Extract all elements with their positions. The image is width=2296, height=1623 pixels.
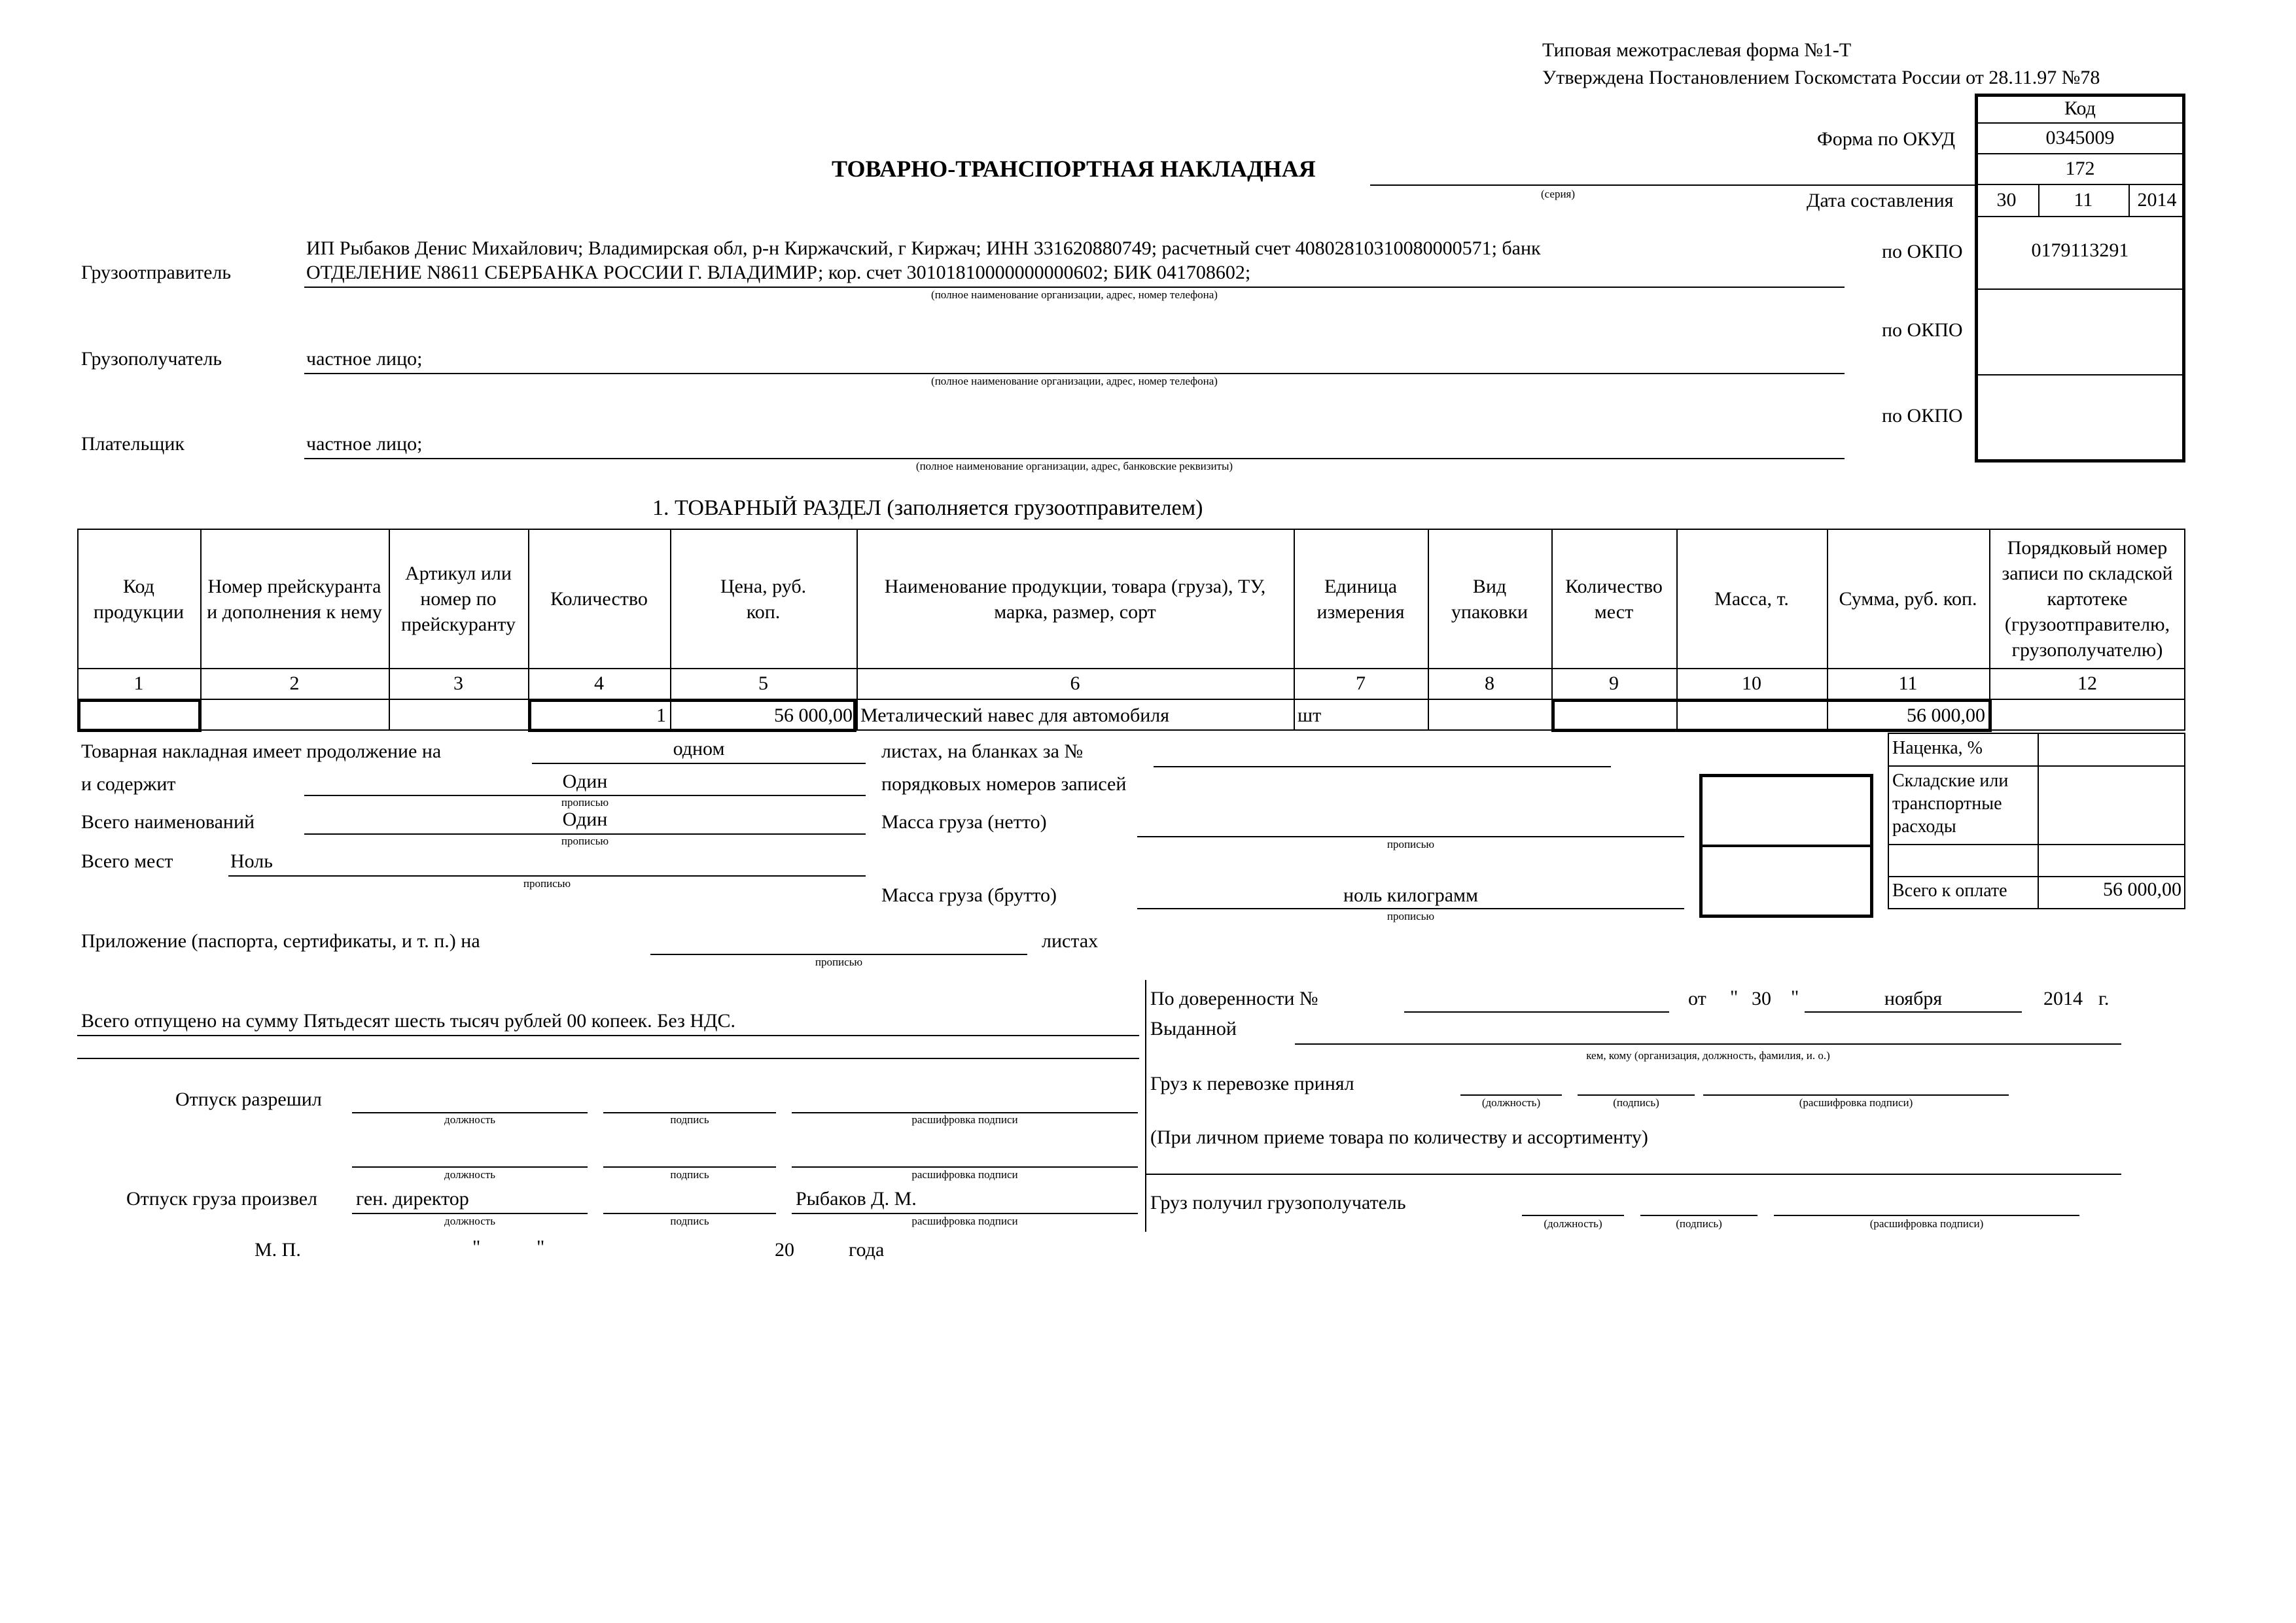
- receiver-line: [304, 373, 1845, 374]
- codes-divider: [1975, 374, 2185, 375]
- okud-value: 0345009: [2045, 127, 2115, 148]
- row-unit: шт: [1298, 705, 1322, 726]
- received-signature-caption: (подпись): [1676, 1217, 1722, 1230]
- gross-mass-value: ноль килограмм: [1343, 884, 1478, 906]
- proxy-month-line: [1805, 1011, 2022, 1013]
- column-number: 11: [1898, 672, 1918, 694]
- received-position-caption: (должность): [1544, 1217, 1602, 1230]
- okpo-sender-label: по ОКПО: [1882, 241, 1963, 262]
- total-names-value: Один: [562, 809, 608, 830]
- column-number: 8: [1485, 672, 1494, 694]
- year-prefix: 20: [775, 1239, 794, 1261]
- proxy-year: 2014: [2043, 988, 2083, 1009]
- payer-caption: (полное наименование организации, адрес, банковские реквизиты): [915, 460, 1233, 472]
- sender-line-2: ОТДЕЛЕНИЕ N8611 СБЕРБАНКА РОССИИ Г. ВЛАДИМИР; кор. счет 30101810000000000602; БИК 041708602;: [306, 262, 1251, 283]
- decode-caption: расшифровка подписи: [911, 1215, 1018, 1227]
- received-label: Груз получил грузополучатель: [1150, 1192, 1406, 1213]
- gross-mass-line: [1137, 908, 1684, 909]
- header-pricelist: Номер прейскуранта и дополнения к нему: [207, 575, 382, 623]
- date-label: Дата составления: [1807, 190, 1954, 211]
- received-signature-line: [1640, 1215, 1757, 1216]
- date-day: 30: [1996, 189, 2017, 211]
- contains-value: Один: [562, 771, 608, 792]
- total-names-caption: прописью: [561, 835, 609, 847]
- column-number: 6: [1070, 672, 1080, 694]
- received-decode-caption: (расшифровка подписи): [1869, 1217, 1984, 1230]
- chief-accountant-decode-line: [792, 1166, 1138, 1168]
- gross-mass-caption: прописью: [1386, 910, 1435, 922]
- attachment-label: Приложение (паспорта, сертификаты, и т. п.) на: [81, 930, 480, 952]
- received-decode-line: [1774, 1215, 2079, 1216]
- received-position-line: [1522, 1215, 1624, 1216]
- position-caption: должность: [444, 1113, 495, 1126]
- date-quote-open: ": [472, 1236, 481, 1258]
- column-number: 2: [289, 672, 300, 694]
- okpo-payer-value: [1975, 399, 2185, 428]
- row-record-number: [1989, 700, 2185, 731]
- issued-caption: кем, кому (организация, должность, фамилия, и. о.): [1586, 1049, 1830, 1062]
- decode-caption: расшифровка подписи: [911, 1113, 1018, 1126]
- accepted-position-caption: (должность): [1481, 1096, 1541, 1109]
- personal-receipt-note: (При личном приеме товара по количеству и ассортименту): [1150, 1126, 1648, 1148]
- issued-label: Выданной: [1150, 1018, 1237, 1039]
- accepted-position-line: [1460, 1094, 1562, 1096]
- payer-line: [304, 458, 1845, 459]
- header-mass: Масса, т.: [1714, 588, 1789, 610]
- header-quantity: Количество: [550, 588, 648, 610]
- row-places: [1551, 700, 1676, 731]
- payer-value: частное лицо;: [306, 433, 423, 455]
- total-released: Всего отпущено на сумму Пятьдесят шесть тысяч рублей 00 копеек. Без НДС.: [81, 1010, 735, 1032]
- continuation-line: [532, 763, 866, 764]
- total-places-line: [228, 875, 866, 877]
- date-quote-close: ": [537, 1236, 545, 1258]
- proxy-from-label: от: [1688, 988, 1706, 1009]
- personal-receipt-line: [1146, 1174, 2121, 1175]
- row-pricelist: [200, 700, 389, 731]
- contains-label: и содержит: [81, 773, 176, 795]
- header-article: Артикул или номер по прейскуранту: [401, 563, 516, 635]
- accepted-decode-line: [1703, 1094, 2009, 1096]
- header-price: Цена, руб. коп.: [720, 575, 807, 623]
- total-names-label: Всего наименований: [81, 811, 255, 833]
- kod-label: Код: [2064, 97, 2096, 119]
- accepted-signature-caption: (подпись): [1613, 1096, 1659, 1109]
- stamp-box-divider: [1699, 845, 1873, 847]
- row-price: 56 000,00: [774, 705, 853, 726]
- release-produced-label: Отпуск груза произвел: [126, 1188, 318, 1210]
- column-number: 1: [133, 672, 144, 694]
- total-released-line: [77, 1035, 1139, 1036]
- proxy-year-suffix: г.: [2098, 988, 2110, 1009]
- header-product-name: Наименование продукции, товара (груза), ТУ, марка, размер, сорт: [884, 575, 1266, 623]
- column-number: 10: [1742, 672, 1761, 694]
- column-number: 12: [2077, 672, 2097, 694]
- accepted-decode-caption: (расшифровка подписи): [1799, 1096, 1913, 1109]
- proxy-quote-open: ": [1730, 986, 1739, 1008]
- markup-label: Наценка, %: [1892, 738, 1983, 758]
- produced-signature-line: [603, 1213, 776, 1214]
- section-divider: [1145, 980, 1146, 1232]
- producer-name: Рыбаков Д. М.: [796, 1188, 917, 1210]
- sender-label: Грузоотправитель: [81, 262, 232, 283]
- net-mass-caption: прописью: [1386, 838, 1435, 850]
- gross-mass-label: Масса груза (брутто): [881, 884, 1057, 906]
- signature-caption: подпись: [670, 1215, 709, 1227]
- section-title: 1. ТОВАРНЫЙ РАЗДЕЛ (заполняется грузоотправителем): [652, 496, 1203, 520]
- proxy-number-line: [1404, 1011, 1669, 1013]
- sender-line-1: ИП Рыбаков Денис Михайлович; Владимирская обл, р-н Киржачский, г Киржач; ИНН 331620880749; расчетный счет 40802810310080000571; банк: [306, 237, 1541, 259]
- producer-position: ген. директор: [356, 1188, 469, 1210]
- codes-divider: [1975, 216, 2185, 217]
- attachment-line: [650, 954, 1027, 955]
- total-to-pay-value: 56 000,00: [2103, 879, 2181, 900]
- fees-divider: [1888, 844, 2185, 845]
- row-article: [389, 700, 528, 731]
- header-unit: Единица измерения: [1316, 575, 1405, 623]
- row-code: [77, 700, 200, 731]
- okpo-receiver-label: по ОКПО: [1882, 319, 1963, 341]
- accepted-label: Груз к перевозке принял: [1150, 1073, 1354, 1094]
- contains-caption: прописью: [561, 796, 609, 809]
- position-caption: должность: [444, 1168, 495, 1181]
- payer-label: Плательщик: [81, 433, 185, 455]
- attachment-caption: прописью: [815, 956, 863, 968]
- sender-caption: (полное наименование организации, адрес, номер телефона): [931, 288, 1218, 301]
- fees-divider: [1888, 876, 2185, 877]
- header-record-number: Порядковый номер записи по складской картотеке (грузоотправителю, грузополучателю): [2002, 537, 2173, 661]
- header-places: Количество мест: [1565, 575, 1663, 623]
- header-packing: Вид упаковки: [1451, 575, 1528, 623]
- okpo-sender-value: 0179113291: [2031, 239, 2129, 261]
- row-quantity: 1: [656, 705, 666, 726]
- net-mass-label: Масса груза (нетто): [881, 811, 1047, 833]
- okpo-receiver-value: [1975, 314, 2185, 343]
- chief-accountant-position-line: [352, 1166, 588, 1168]
- signature-caption: подпись: [670, 1168, 709, 1181]
- fees-divider: [1888, 765, 2185, 767]
- total-released-line-2: [77, 1058, 1139, 1059]
- continuation-value: одном: [673, 738, 725, 759]
- blank-number-line: [1154, 766, 1611, 767]
- date-year: 2014: [2137, 189, 2177, 211]
- form-approval: Утверждена Постановлением Госкомстата России от 28.11.97 №78: [1542, 67, 2100, 88]
- column-number: 3: [453, 672, 463, 694]
- total-places-value: Ноль: [230, 850, 273, 872]
- row-packing: [1428, 700, 1551, 731]
- issued-line: [1295, 1043, 2121, 1045]
- row-product-name: Металический навес для автомобиля: [860, 705, 1170, 726]
- okud-label: Форма по ОКУД: [1817, 128, 1956, 150]
- column-number: 7: [1356, 672, 1366, 694]
- continuation-label: Товарная накладная имеет продолжение на: [81, 741, 442, 762]
- series-caption: (серия): [1541, 188, 1576, 200]
- document-title: ТОВАРНО-ТРАНСПОРТНАЯ НАКЛАДНАЯ: [832, 156, 1316, 182]
- chief-accountant-signature-line: [603, 1166, 776, 1168]
- signature-caption: подпись: [670, 1113, 709, 1126]
- receiver-label: Грузополучатель: [81, 348, 222, 370]
- year-word: года: [849, 1239, 885, 1261]
- row-sum: 56 000,00: [1907, 705, 1985, 726]
- row-mass: [1676, 700, 1827, 731]
- net-mass-line: [1137, 836, 1684, 837]
- column-number: 5: [758, 672, 768, 694]
- sheets-label: листах, на бланках за №: [881, 741, 1084, 762]
- proxy-month: ноября: [1884, 988, 1943, 1009]
- total-places-label: Всего мест: [81, 850, 173, 872]
- decode-caption: расшифровка подписи: [911, 1168, 1018, 1181]
- date-month: 11: [2074, 189, 2093, 211]
- column-number: 9: [1609, 672, 1619, 694]
- release-allowed-label: Отпуск разрешил: [175, 1089, 322, 1110]
- stamp-mp: М. П.: [255, 1239, 301, 1261]
- document-number: 172: [2065, 158, 2095, 179]
- proxy-label: По доверенности №: [1150, 988, 1318, 1009]
- accepted-signature-line: [1578, 1094, 1695, 1096]
- total-places-caption: прописью: [523, 877, 571, 890]
- proxy-day: 30: [1752, 988, 1771, 1009]
- storage-label: Складские или транспортные расходы: [1892, 771, 2009, 837]
- attachment-sheets-label: листах: [1042, 930, 1099, 952]
- proxy-quote-close: ": [1791, 986, 1799, 1008]
- produced-position-line: [352, 1213, 588, 1214]
- position-caption: должность: [444, 1215, 495, 1227]
- total-to-pay-label: Всего к оплате: [1892, 881, 2007, 901]
- form-type: Типовая межотраслевая форма №1-Т: [1542, 39, 1852, 61]
- sender-line: [304, 287, 1845, 288]
- records-label: порядковых номеров записей: [881, 773, 1127, 795]
- okpo-payer-label: по ОКПО: [1882, 405, 1963, 427]
- codes-divider: [1975, 288, 2185, 290]
- column-number: 4: [594, 672, 604, 694]
- produced-decode-line: [792, 1213, 1138, 1214]
- header-sum: Сумма, руб. коп.: [1839, 588, 1977, 610]
- receiver-value: частное лицо;: [306, 348, 423, 370]
- receiver-caption: (полное наименование организации, адрес, номер телефона): [931, 375, 1218, 387]
- header-product-code: Код продукции: [93, 575, 185, 623]
- series-line: [1370, 184, 1975, 186]
